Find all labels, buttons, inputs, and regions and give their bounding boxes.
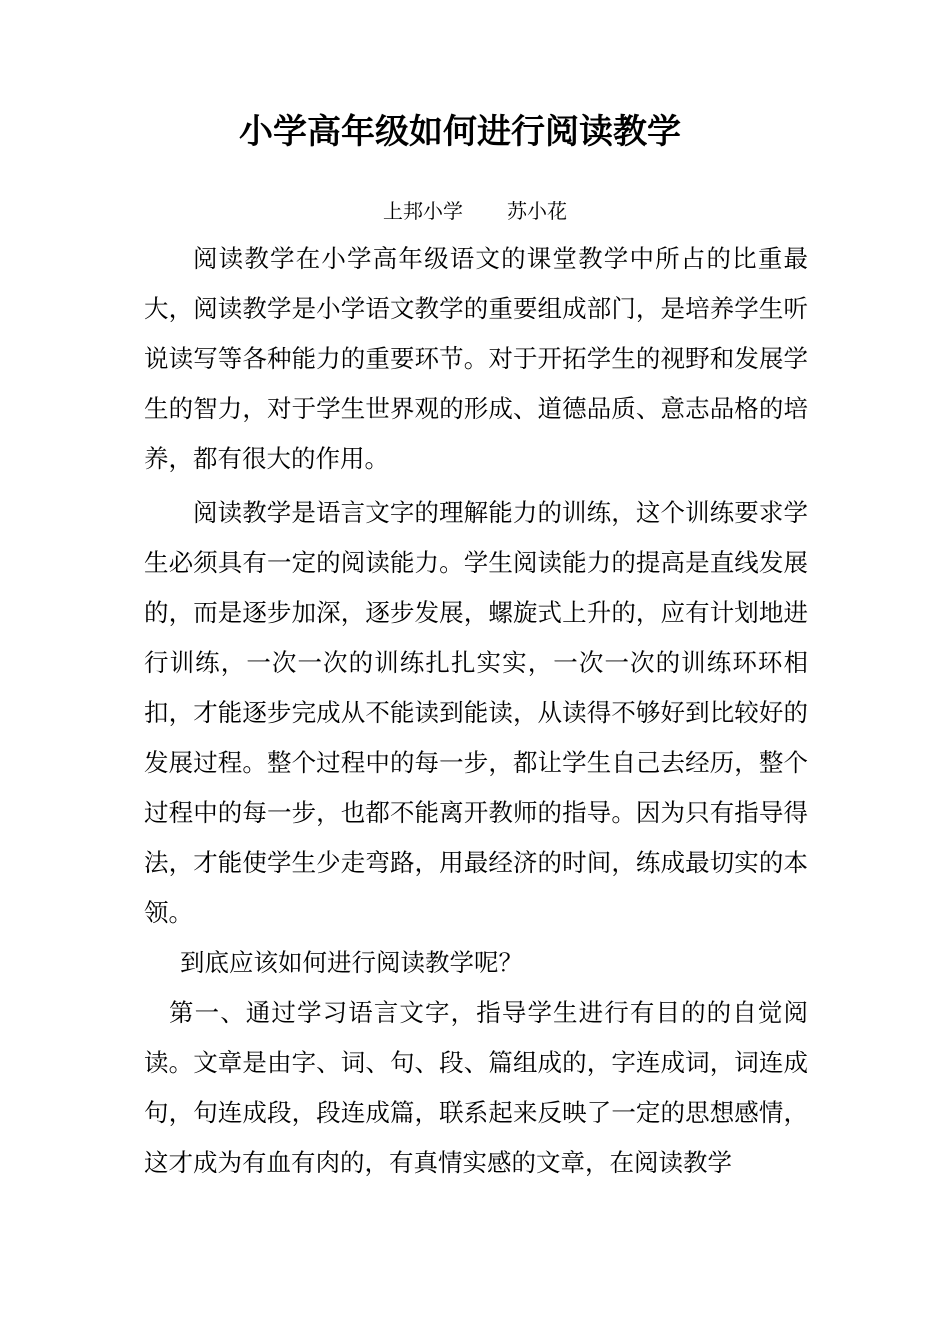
author-name: 苏小花	[507, 199, 567, 223]
document-body	[144, 234, 808, 1188]
document-title: 小学高年级如何进行阅读教学	[239, 112, 681, 152]
paragraph: 阅读教学在小学高年级语文的课堂教学中所占的比重最大，阅读教学是小学语文教学的重要组成部门，是培养学生听说读写等各种能力的重要环节。对于开拓学生的视野和发展学生的智力，对于学生世界观的形成、道德品质、意志品格的培养，都有很大的作用。	[144, 244, 808, 473]
paragraph: 阅读教学是语言文字的理解能力的训练，这个训练要求学生必须具有一定的阅读能力。学生阅读能力的提高是直线发展的，而是逐步加深，逐步发展，螺旋式上升的，应有计划地进行训练，一次一次的训练扎扎实实，一次一次的训练环环相扣，才能逐步完成从不能读到能读，从读得不够好到比较好的发展过程。整个过程中的每一步，都让学生自己去经历，整个过程中的每一步，也都不能离开教师的指导。因为只有指导得法，才能使学生少走弯路，用最经济的时间，练成最切实的本领。	[144, 498, 808, 927]
paragraph: 到底应该如何进行阅读教学呢？	[180, 948, 523, 977]
school-name: 上邦小学	[383, 199, 463, 223]
byline	[0, 196, 950, 226]
paragraph: 第一、通过学习语言文字，指导学生进行有目的的自觉阅读。文章是由字、词、句、段、篇组成的，字连成词，词连成句，句连成段，段连成篇，联系起来反映了一定的思想感情，这才成为有血有肉的，有真情实感的文章，在阅读教学	[144, 998, 808, 1177]
